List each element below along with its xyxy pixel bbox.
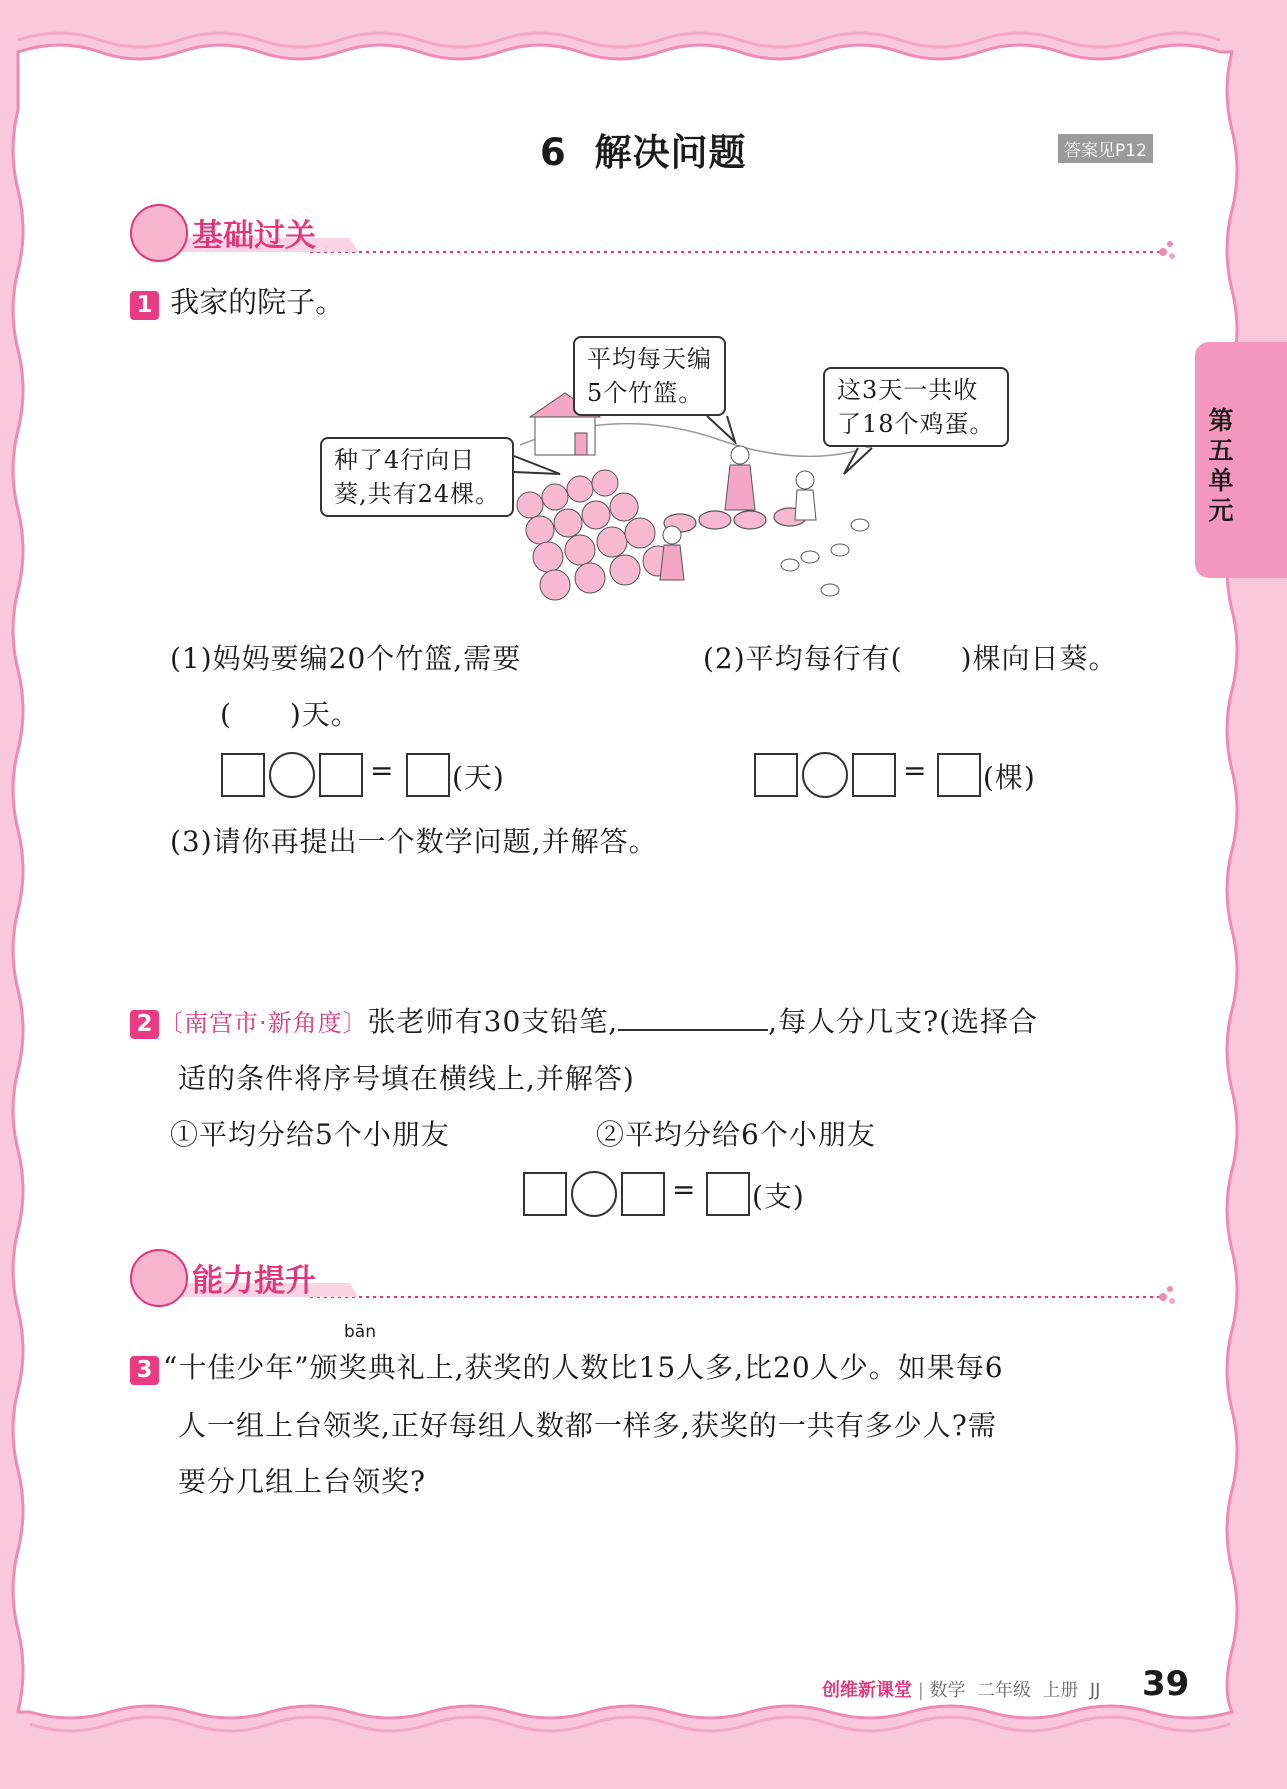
question-2-line2: 适的条件将序号填在横线上,并解答) (178, 1062, 635, 1095)
q1-part1-unit: (天) (452, 761, 505, 794)
bubble-sunflowers: 种了4行向日 葵,共有24棵。 (320, 437, 514, 517)
question-1-header (130, 280, 344, 321)
equals-sign: = (672, 1173, 697, 1206)
q1-part2-unit: (棵) (983, 761, 1036, 794)
footer-divider: | (917, 1680, 924, 1701)
answer-box[interactable] (523, 1172, 567, 1216)
question-2-option-2: ②平均分给6个小朋友 (596, 1118, 876, 1151)
question-3-line3: 要分几组上台领奖? (178, 1465, 427, 1498)
section-mascot-icon (130, 204, 188, 262)
q1-part1-blank[interactable]: ( )天。 (220, 698, 360, 731)
bubble-tail (705, 414, 745, 444)
answer-box[interactable] (754, 753, 798, 797)
q1-part1-text: (1)妈妈要编20个竹篮,需要 (170, 642, 522, 675)
question-3-text: “十佳少年”颁奖典礼上,获奖的人数比15人多,比20人少。如果每6 (163, 1351, 1004, 1384)
question-1-title: 我家的院子。 (170, 285, 345, 319)
pinyin-annotation: bān (344, 1322, 376, 1342)
page-number: 39 (1142, 1664, 1190, 1704)
question-2-line1 (130, 1000, 1038, 1040)
page-title: 6 解决问题 (540, 131, 747, 174)
operator-circle[interactable] (571, 1171, 617, 1217)
question-2-text: 张老师有30支铅笔, (367, 1005, 619, 1038)
question-2-blank-line[interactable] (618, 1005, 768, 1031)
section-title-advanced: 能力提升 (192, 1263, 316, 1299)
answer-reference: 答案见P12 (1058, 134, 1153, 163)
equals-sign: = (903, 754, 928, 787)
answer-box[interactable] (319, 753, 363, 797)
bubble-baskets: 平均每天编 5个竹篮。 (573, 336, 726, 416)
section-title-basic: 基础过关 (192, 218, 316, 254)
answer-box[interactable] (621, 1172, 665, 1216)
operator-circle[interactable] (802, 752, 848, 798)
section-mascot-icon (130, 1249, 188, 1307)
question-3-line1 (130, 1346, 1004, 1386)
answer-box[interactable] (221, 753, 265, 797)
answer-box[interactable] (937, 753, 981, 797)
q1-part3-text: (3)请你再提出一个数学问题,并解答。 (170, 825, 658, 858)
footer-series (822, 1676, 1101, 1702)
question-2-unit: (支) (752, 1180, 805, 1213)
footer-info: 数学 二年级 上册 JJ (929, 1680, 1101, 1701)
question-number: 2 (130, 1010, 159, 1039)
footer-brand: 创维新课堂 (822, 1680, 912, 1701)
bubble-tail (840, 446, 880, 476)
equals-sign: = (370, 754, 395, 787)
question-3-line2: 人一组上台领奖,正好每组人数都一样多,获奖的一共有多少人?需 (178, 1409, 997, 1442)
q1-part2-text: (2)平均每行有( )棵向日葵。 (703, 642, 1118, 675)
operator-circle[interactable] (269, 752, 315, 798)
answer-box[interactable] (406, 753, 450, 797)
bubble-eggs: 这3天一共收 了18个鸡蛋。 (823, 367, 1009, 447)
unit-side-label: 第五单元 (1208, 406, 1234, 525)
question-2-option-1: ①平均分给5个小朋友 (170, 1118, 450, 1151)
answer-box[interactable] (706, 1172, 750, 1216)
bubble-tail (512, 454, 562, 484)
question-number: 3 (130, 1356, 159, 1385)
question-2-text-cont: ,每人分几支?(选择合 (768, 1005, 1039, 1038)
question-number: 1 (130, 291, 159, 320)
question-2-source-tag: 〔南宫市·新角度〕 (159, 1009, 368, 1037)
answer-box[interactable] (852, 753, 896, 797)
